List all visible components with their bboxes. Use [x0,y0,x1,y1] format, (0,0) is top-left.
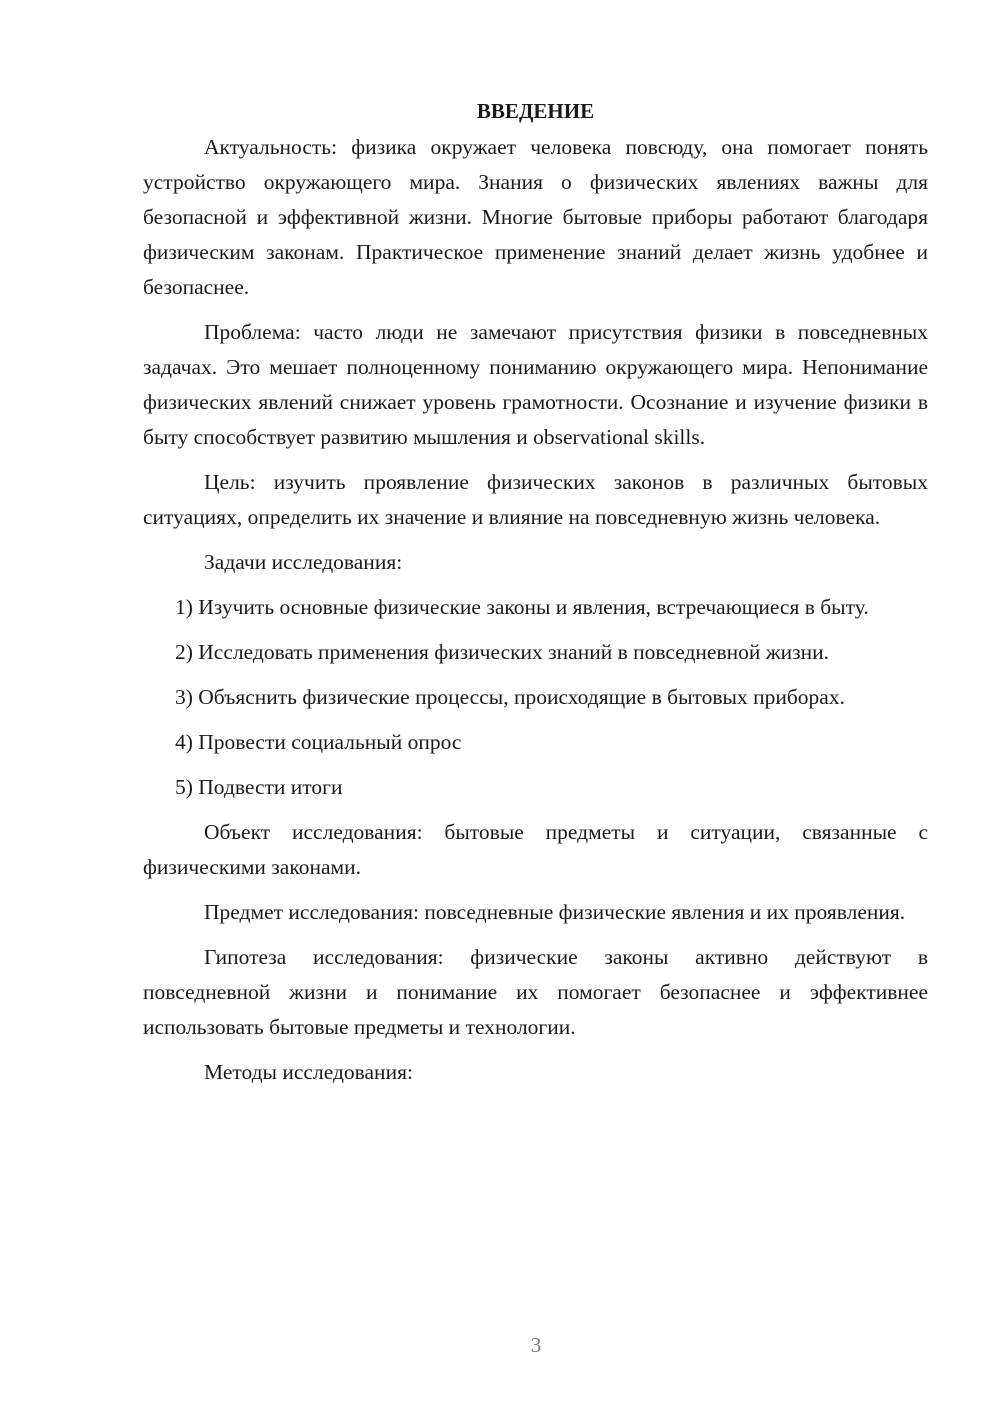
task-item: 3) Объяснить физические процессы, происходящие в бытовых приборах. [175,685,845,709]
task-item: 2) Исследовать применения физических знаний в повседневной жизни. [175,640,830,664]
goal-paragraph: Цель: изучить проявление физических законов в различных бытовых ситуациях, определить их значение и влияние на повседневную жизнь человека. [143,470,928,529]
task-item: 5) Подвести итоги [175,775,343,799]
task-item: 1) Изучить основные физические законы и явления, встречающиеся в быту. [175,595,869,619]
task-item: 4) Провести социальный опрос [175,730,462,754]
tasks-heading: Задачи исследования: [204,550,403,574]
problem-paragraph: Проблема: часто люди не замечают присутствия физики в повседневных задачах. Это мешает полноценному пониманию окружающего мира. Непонимание физических явлений снижает уровень грамотности. Осознание и изучение физики в быту способствует развитию мышления и observational skills. [143,320,928,449]
section-title: ВВЕДЕНИЕ [476,99,595,123]
page-number: 3 [530,1333,542,1357]
object-paragraph: Объект исследования: бытовые предметы и ситуации, связанные с физическими законами. [143,820,928,879]
relevance-paragraph: Актуальность: физика окружает человека повсюду, она помогает понять устройство окружающего мира. Знания о физических явлениях важны для безопасной и эффективной жизни. Многие бытовые приборы работают благодаря физическим законам. Практическое применение знаний делает жизнь удобнее и безопаснее. [143,135,928,299]
hypothesis-paragraph: Гипотеза исследования: физические законы активно действуют в повседневной жизни и понимание их помогает безопаснее и эффективнее использовать бытовые предметы и технологии. [143,945,928,1039]
methods-heading: Методы исследования: [204,1060,413,1084]
document-body [143,96,928,1100]
subject-paragraph: Предмет исследования: повседневные физические явления и их проявления. [204,900,906,924]
